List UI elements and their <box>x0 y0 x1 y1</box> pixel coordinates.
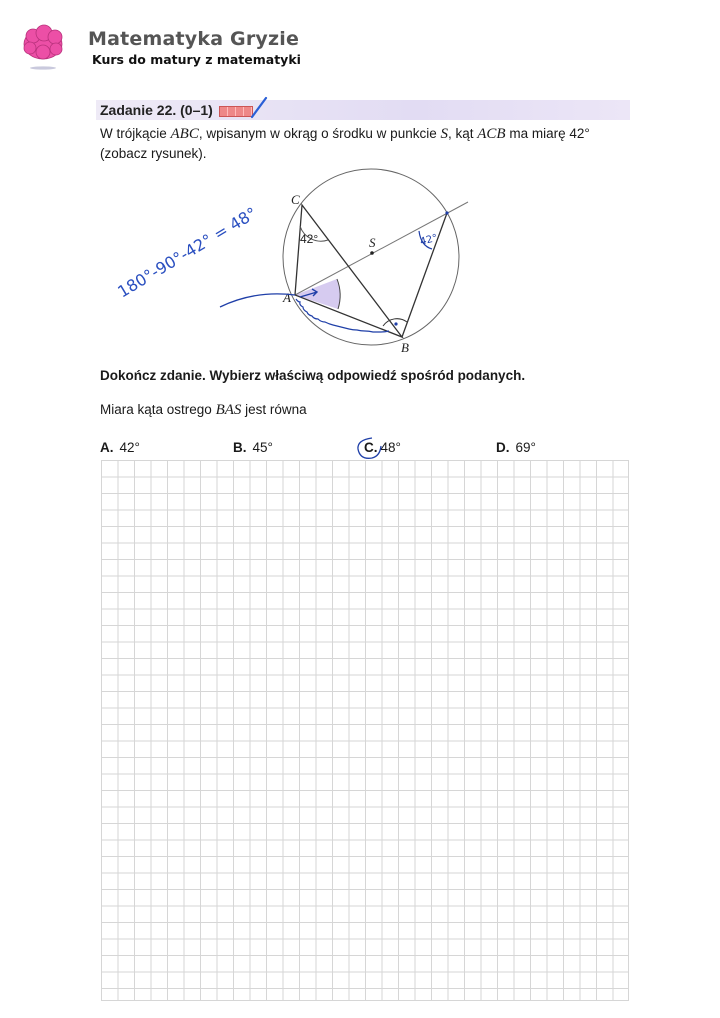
text: , kąt <box>447 126 478 141</box>
text: Miara kąta ostrego <box>100 402 216 417</box>
text: jest równa <box>241 402 307 417</box>
center-point <box>370 251 374 255</box>
logo-subtitle: Kurs do matury z matematyki <box>92 52 301 67</box>
text: W trójkącie <box>100 126 171 141</box>
answer-letter: C. <box>364 440 378 455</box>
answer-value: 48° <box>380 440 401 455</box>
question <box>100 402 307 419</box>
math-acb: ACB <box>477 126 506 142</box>
answer-c[interactable] <box>364 440 401 455</box>
label-c: C <box>291 192 300 207</box>
text: ma miarę 42° <box>505 126 590 141</box>
math-abc: ABC <box>170 126 199 142</box>
geometry-diagram <box>0 0 720 370</box>
answer-letter: D. <box>496 440 510 455</box>
math-s: S <box>440 126 448 142</box>
circumcircle <box>283 169 459 345</box>
answer-letter: A. <box>100 440 114 455</box>
answer-b[interactable] <box>233 440 273 455</box>
instruction: Dokończ zdanie. Wybierz właściwą odpowiedź spośród podanych. <box>100 368 526 383</box>
task-title: Zadanie 22. (0–1) <box>100 102 213 118</box>
angle-c-label: 42° <box>300 232 319 246</box>
answer-value: 69° <box>515 440 536 455</box>
answer-d[interactable] <box>496 440 536 455</box>
math-bas: BAS <box>215 402 242 418</box>
label-a: A <box>283 290 291 305</box>
answer-value: 45° <box>252 440 273 455</box>
label-b: B <box>401 340 409 355</box>
handwritten-calculation: 180°-90°-42° = 48° <box>114 203 261 302</box>
handwritten-angle: 42° <box>418 232 439 248</box>
answer-a[interactable] <box>100 440 140 455</box>
scratch-grid <box>101 460 629 1001</box>
label-s: S <box>369 235 376 250</box>
text: , wpisanym w okrąg o środku w punkcie <box>198 126 441 141</box>
answer-letter: B. <box>233 440 247 455</box>
task-statement-line2: (zobacz rysunek). <box>100 146 207 161</box>
triangle-abc <box>295 205 402 337</box>
diameter-line <box>295 202 468 295</box>
answer-value: 42° <box>119 440 140 455</box>
logo-title: Matematyka Gryzie <box>88 28 300 50</box>
